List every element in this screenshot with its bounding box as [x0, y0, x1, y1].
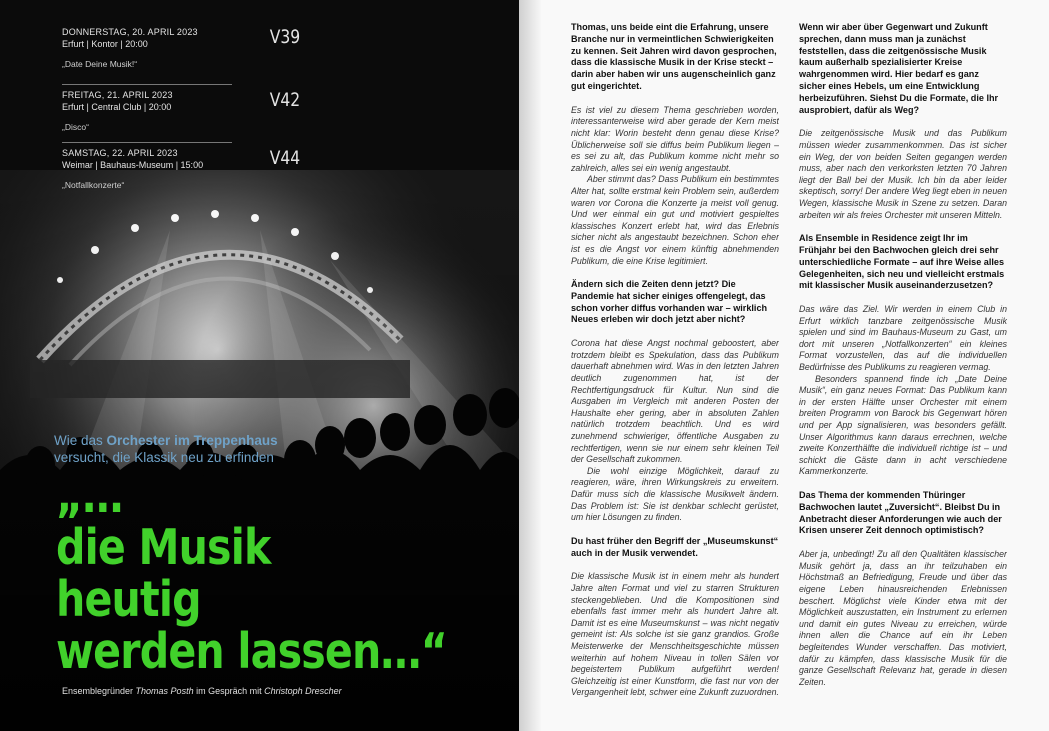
kicker-line2: versucht, die Klassik neu zu erfinden	[54, 450, 274, 465]
event-code: V44	[269, 147, 300, 169]
event-title: „Notfallkonzerte“	[62, 180, 125, 190]
interview-question: Thomas, uns beide eint die Erfahrung, unsere Branche nur in vermeintlichen Schwierigkeiten zu kennen. Seit Jahren wird davon gesprochen, dass die klassische Musik in der Krise steckt – darin aber haben wir uns augenscheinlich ganz gut eingerichtet.	[571, 22, 777, 91]
kicker-bold: Orchester im Treppenhaus	[106, 433, 278, 448]
interview-answer	[799, 128, 1007, 221]
right-page	[541, 0, 1049, 731]
headline-line: „…	[56, 467, 123, 524]
byline-prefix: Ensemblegründer	[62, 686, 136, 696]
headline-line: werden lassen…“	[56, 623, 447, 680]
interview-answer	[799, 549, 1007, 688]
interview-question: Ändern sich die Zeiten denn jetzt? Die Pandemie hat sicher einiges offengelegt, das schon vorher diffus vorhanden war – wirklich Neues erleben wir doch jetzt aber nicht?	[571, 279, 768, 325]
interview-answer	[571, 105, 779, 267]
interview-question: Das Thema der kommenden Thüringer Bachwochen lautet „Zuversicht“. Bleibst Du in Anbetracht dieser Anforderungen wie auch der Krisen unserer Zeit dennoch optimistisch?	[799, 490, 1002, 536]
event-venue: Erfurt | Kontor | 20:00	[62, 39, 148, 49]
answer-paragraph: Besonders spannend finde ich „Date Deine Musik“, ein ganz neues Format: Das Publikum kann in der ersten Hälfte unser Orchester mit einem breiten Programm von Barock bis Gegenwart hören und per App signalisieren, was besonders gefällt. Unser Algorithmus kann daraus errechnen, welche zweite Konzerthälfte die individuell richtige ist – und schickt die Gäste dann in acht verschiedene Kammerkonzerte.	[799, 373, 1007, 477]
event-title: „Disco“	[62, 122, 89, 132]
event-title: „Date Deine Musik!“	[62, 59, 138, 69]
headline	[56, 467, 447, 680]
headline-line: heutig	[56, 571, 201, 628]
answer-paragraph: Die wohl einzige Möglichkeit, darauf zu reagieren, wäre, ihren Wirkungskreis zu erweitern. Dafür muss sich die klassische Musikwelt ändern. Das Problem ist: Sie ist denkbar schlecht gerüstet, um hier Lösungen zu finden.	[571, 465, 779, 523]
answer-paragraph: Die klassische Musik ist in einem mehr als hundert Jahre alten Format und viel zu starren Strukturen steckengeblieben. Und die Kompositionen sind ebenfalls fast immer mehr als hundert Jahre alt. Damit ist es eine Museumskunst – was nicht negativ gemeint ist: Als solche ist sie ganz grandios. Große Meisterwerke der Menschheitsgeschichte müssen weiterhin auf hohem Niveau in tollen Sälen vor begeistertem Publikum aufgeführt werden! Gleichzeitig ist einer Kunstform, die fast nur von der Vergangenheit lebt, schwer eine Zukunft zuzuordnen.	[571, 571, 779, 698]
interview-answer	[571, 571, 779, 699]
interview-answer	[571, 338, 779, 524]
headline-line: die Musik	[56, 519, 271, 576]
event-item	[62, 84, 300, 142]
kicker	[54, 432, 374, 466]
event-item	[62, 26, 300, 84]
event-venue: Erfurt | Central Club | 20:00	[62, 102, 172, 112]
event-date: SAMSTAG, 22. APRIL 2023	[62, 148, 178, 158]
answer-paragraph: Aber ja, unbedingt! Zu all den Qualitäten klassischer Musik gehört ja, dass an ihr teilzuhaben ein Höchstmaß an Befriedigung, Freude und über das eigene Leben hinausreichenden Erlebnissen beschert. Möglichst viele Kinder etwa mit der Möglichkeit auszustatten, ein Instrument zu erlernen und damit ein gutes Niveau zu erreichen, würde ihnen allen die Chance auf ein ihr Leben begleitendes Wunder verschaffen. Das motiviert, dafür zu kämpfen, dass klassische Musik für die ganze Gesellschaft Relevanz hat, gerade in diesen Zeiten.	[799, 549, 1007, 687]
interview-question: Als Ensemble in Residence zeigt Ihr im Frühjahr bei den Bachwochen gleich drei sehr unterschiedliche Formate – auf ihre Weise alles Gelegenheiten, sich neu und vielleicht erstmals mit klassischer Musik auseinanderzusetzen?	[799, 233, 1005, 291]
event-date: DONNERSTAG, 20. APRIL 2023	[62, 27, 198, 37]
byline-person: Christoph Drescher	[264, 686, 342, 696]
event-venue: Weimar | Bauhaus-Museum | 15:00	[62, 160, 204, 170]
answer-paragraph: Die zeitgenössische Musik und das Publikum müssen wieder zusammenkommen. Das ist sicher ein Weg, der von beiden Seiten gegangen werden muss, aber nach den verkorksten letzten 70 Jahren liegt der Ball bei der Musik. Ich bin da aber leider skeptisch, sorry! Der andere Weg liegt eben in neuen Wegen, klassische Musik in Szene zu setzen. Daran arbeiten wir als freies Orchester mit unseren Mitteln.	[799, 128, 1007, 220]
text-column	[799, 22, 1007, 712]
answer-paragraph: Aber stimmt das? Dass Publikum ein bestimmtes Alter hat, sollte erstmal kein Problem sein, außerdem waren vor Corona die Konzerte ja meist voll genug. Und wer einmal ein gut und motiviert gespieltes klassisches Konzert erlebt hat, wird das Erlebnis sicher nicht als angestaubt bezeichnen. Schon eher ist es die Angst vor einem künftig abnehmenden Publikum, die eine Krise legitimiert.	[571, 174, 779, 266]
answer-paragraph: Corona hat diese Angst nochmal geboostert, aber trotzdem bleibt es Spekulation, dass das Publikum dauerhaft abnehmen wird. Was in den letzten Jahren deutlich zugenommen hat, ist der Rechtfertigungsdruck für Kultur. Nun sind die Ausgaben im Vergleich mit anderen Posten der Haushalte eher gering, aber in absoluten Zahlen natürlich trotzdem beachtlich. Und es wird zunehmend schwieriger, öffentliche Ausgaben zu rechtfertigen, wenn sie nur einem sehr kleinen Teil der Gesellschaft zukommen.	[571, 338, 779, 465]
interview-question: Wenn wir aber über Gegenwart und Zukunft sprechen, dann muss man ja zunächst feststellen, dass die zeitgenössische Musik kaum außerhalb spezialisierter Kreise wahrgenommen wird. Hier bedarf es ganz sicher eines Hebels, um eine Entwicklung herbeizuführen. Siehst Du die Formate, die Ihr ausprobiert, dafür als Weg?	[799, 22, 999, 115]
byline	[62, 686, 482, 696]
page-gutter	[519, 0, 541, 731]
byline-middle: im Gespräch mit	[193, 686, 265, 696]
interview-question: Du hast früher den Begriff der „Museumskunst“ auch in der Musik verwendet.	[571, 535, 779, 558]
answer-paragraph: Es ist viel zu diesem Thema geschrieben worden, interessanterweise wird aber gerade der Kern meist nicht klar: Worin besteht denn genau diese Krise? Üblicherweise soll sie diffus beim Publikum liegen – es sei zu alt, das Publikum komme nicht mehr so zahlreich, alles sei ein wenig angestaubt.	[571, 104, 779, 173]
kicker-text: Wie das	[54, 433, 107, 448]
left-page	[0, 0, 519, 731]
event-list	[62, 26, 300, 200]
event-code: V42	[269, 89, 300, 111]
event-item	[62, 142, 300, 200]
event-date: FREITAG, 21. APRIL 2023	[62, 90, 173, 100]
interview-answer	[799, 304, 1007, 478]
text-column	[571, 22, 779, 712]
byline-person: Thomas Posth	[135, 686, 194, 696]
event-code: V39	[269, 26, 300, 48]
answer-paragraph: Das wäre das Ziel. Wir werden in einem Club in Erfurt wirklich tanzbare zeitgenössische Musik spielen und sind im Bauhaus-Museum zu Gast, um dort mit unseren „Notfallkonzerten“ ein kleines Format vorzustellen, das auf die individuellen Bedürfnisse des Publikums zu reagieren vermag.	[799, 304, 1007, 373]
